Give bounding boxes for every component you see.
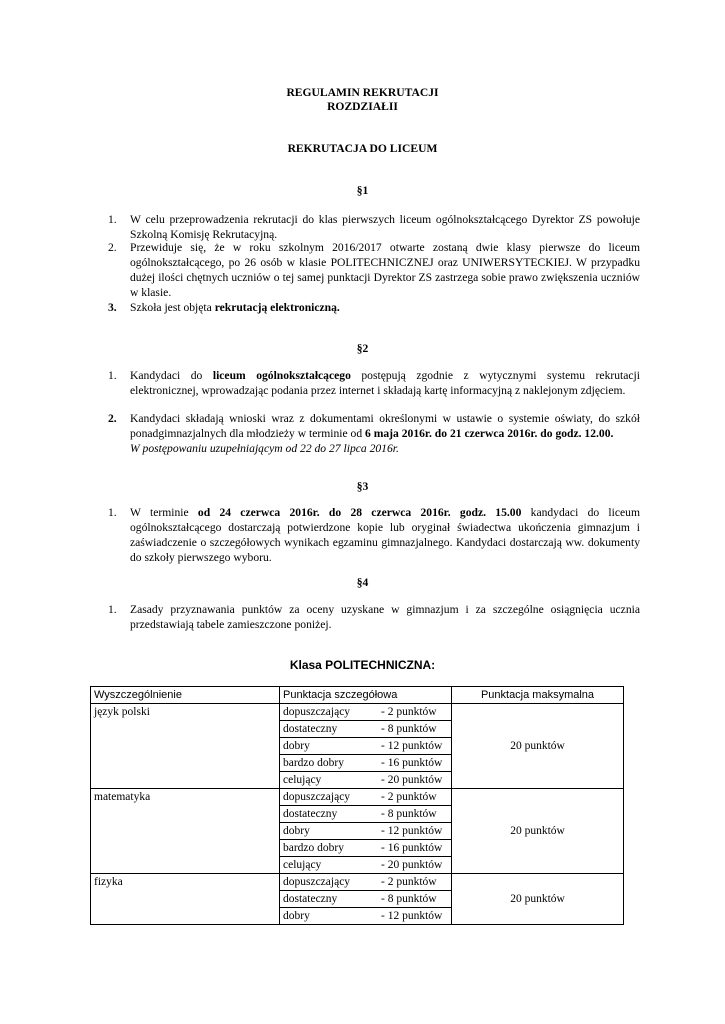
grade-points: - 8 punktów: [381, 893, 437, 905]
max-points: 20 punktów: [452, 874, 624, 925]
table-row: [91, 704, 624, 721]
grade-points: - 12 punktów: [381, 825, 443, 837]
grade-points: - 20 punktów: [381, 774, 443, 786]
grade-detail: [280, 857, 452, 874]
grade-name: dobry: [283, 825, 310, 837]
header-subject: Wyszczególnienie: [91, 687, 280, 704]
paragraph-4-heading: §4: [356, 576, 369, 589]
table-header-row: [91, 687, 624, 704]
grade-points: - 20 punktów: [381, 859, 443, 871]
grade-detail: [280, 823, 452, 840]
header-max: Punktacja maksymalna: [452, 687, 624, 704]
grade-detail: [280, 755, 452, 772]
paragraph-3-heading: §3: [356, 480, 369, 493]
max-points: 20 punktów: [452, 704, 624, 789]
grade-name: dopuszczający: [283, 706, 351, 718]
grade-name: dobry: [283, 910, 310, 922]
grade-detail: [280, 738, 452, 755]
grade-name: celujący: [283, 859, 322, 871]
subject-name: matematyka: [91, 789, 280, 874]
section-title: REKRUTACJA DO LICEUM: [287, 142, 438, 155]
grade-name: dostateczny: [283, 723, 338, 735]
grade-name: celujący: [283, 774, 322, 786]
grade-name: bardzo dobry: [283, 842, 344, 854]
grade-points: - 12 punktów: [381, 910, 443, 922]
grade-points: - 2 punktów: [381, 876, 437, 888]
grade-points: - 12 punktów: [381, 740, 443, 752]
s4-item-1: 1. Zasady przyznawania punktów za oceny uzyskane w gimnazjum i za szczególne osiągnięcia ucznia przedstawiają tabele zamieszczone poniżej.: [108, 603, 640, 631]
table-row: [91, 874, 624, 891]
grade-detail: [280, 908, 452, 925]
grade-points: - 8 punktów: [381, 808, 437, 820]
grade-name: dobry: [283, 740, 310, 752]
grade-detail: [280, 874, 452, 891]
grade-points: - 2 punktów: [381, 791, 437, 803]
grade-name: dostateczny: [283, 808, 338, 820]
grade-detail: [280, 806, 452, 823]
grade-detail: [280, 704, 452, 721]
grade-name: dopuszczający: [283, 876, 351, 888]
grade-detail: [280, 840, 452, 857]
grade-detail: [280, 891, 452, 908]
subject-name: fizyka: [91, 874, 280, 925]
grade-name: dostateczny: [283, 893, 338, 905]
s1-item-3: 3. Szkoła jest objęta rekrutacją elektroniczną.: [108, 301, 340, 314]
paragraph-2-heading: §2: [356, 342, 369, 355]
grade-name: bardzo dobry: [283, 757, 344, 769]
grade-points: - 2 punktów: [381, 706, 437, 718]
grade-detail: [280, 789, 452, 806]
points-table: [90, 686, 624, 925]
s3-item-1: 1. W terminie od 24 czerwca 2016r. do 28 czerwca 2016r. godz. 15.00 kandydaci do liceum ogólnokształcącego dostarczają potwierdzone kopie lub oryginał świadectwa ukończenia gimnazjum i zaświadczenie o szczegółowych wynikach egzaminu gimnazjalnego. Kandydaci dostarczają ww. dokumenty do szkoły pierwszego wyboru.: [108, 506, 640, 564]
grade-points: - 16 punktów: [381, 757, 443, 769]
grade-detail: [280, 772, 452, 789]
doc-title: REGULAMIN REKRUTACJI: [286, 86, 439, 99]
max-points: 20 punktów: [452, 789, 624, 874]
header-detail: Punktacja szczegółowa: [280, 687, 452, 704]
chapter-title: ROZDZIAŁII: [327, 100, 398, 113]
grade-points: - 8 punktów: [381, 723, 437, 735]
paragraph-1-heading: §1: [356, 184, 369, 197]
grade-name: dopuszczający: [283, 791, 351, 803]
s1-item-2: 2. Przewiduje się, że w roku szkolnym 2016/2017 otwarte zostaną dwie klasy pierwsze do liceum ogólnokształcącego, po 26 osób w klasie POLITECHNICZNEJ oraz UNIWERSYTECKIEJ. W przypadku dużej ilości chętnych uczniów o tej samej punktacji Dyrektor ZS zastrzega sobie prawo zwiększenia uczniów w klasie.: [108, 241, 640, 299]
s2-item-1: 1. Kandydaci do liceum ogólnokształcącego postępują zgodnie z wytycznymi systemu rekrutacji elektronicznej, wprowadzając podania przez internet i składają kartę informacyjną z naklejonym zdjęciem.: [108, 369, 640, 397]
grade-detail: [280, 721, 452, 738]
subject-name: język polski: [91, 704, 280, 789]
s2-item-2: 2. Kandydaci składają wnioski wraz z dokumentami określonymi w ustawie o systemie oświaty, do szkół ponadgimnazjalnych dla młodzieży w terminie od 6 maja 2016r. do 21 czerwca 2016r. do godz. 12.00. W postępowaniu uzupełniającym od 22 do 27 lipca 2016r.: [108, 412, 640, 455]
s1-item-1: 1. W celu przeprowadzenia rekrutacji do klas pierwszych liceum ogólnokształcącego Dyrektor ZS powołuje Szkolną Komisję Rekrutacyjną.: [108, 213, 640, 241]
grade-points: - 16 punktów: [381, 842, 443, 854]
table-row: [91, 789, 624, 806]
table-caption: Klasa POLITECHNICZNA:: [289, 658, 436, 672]
